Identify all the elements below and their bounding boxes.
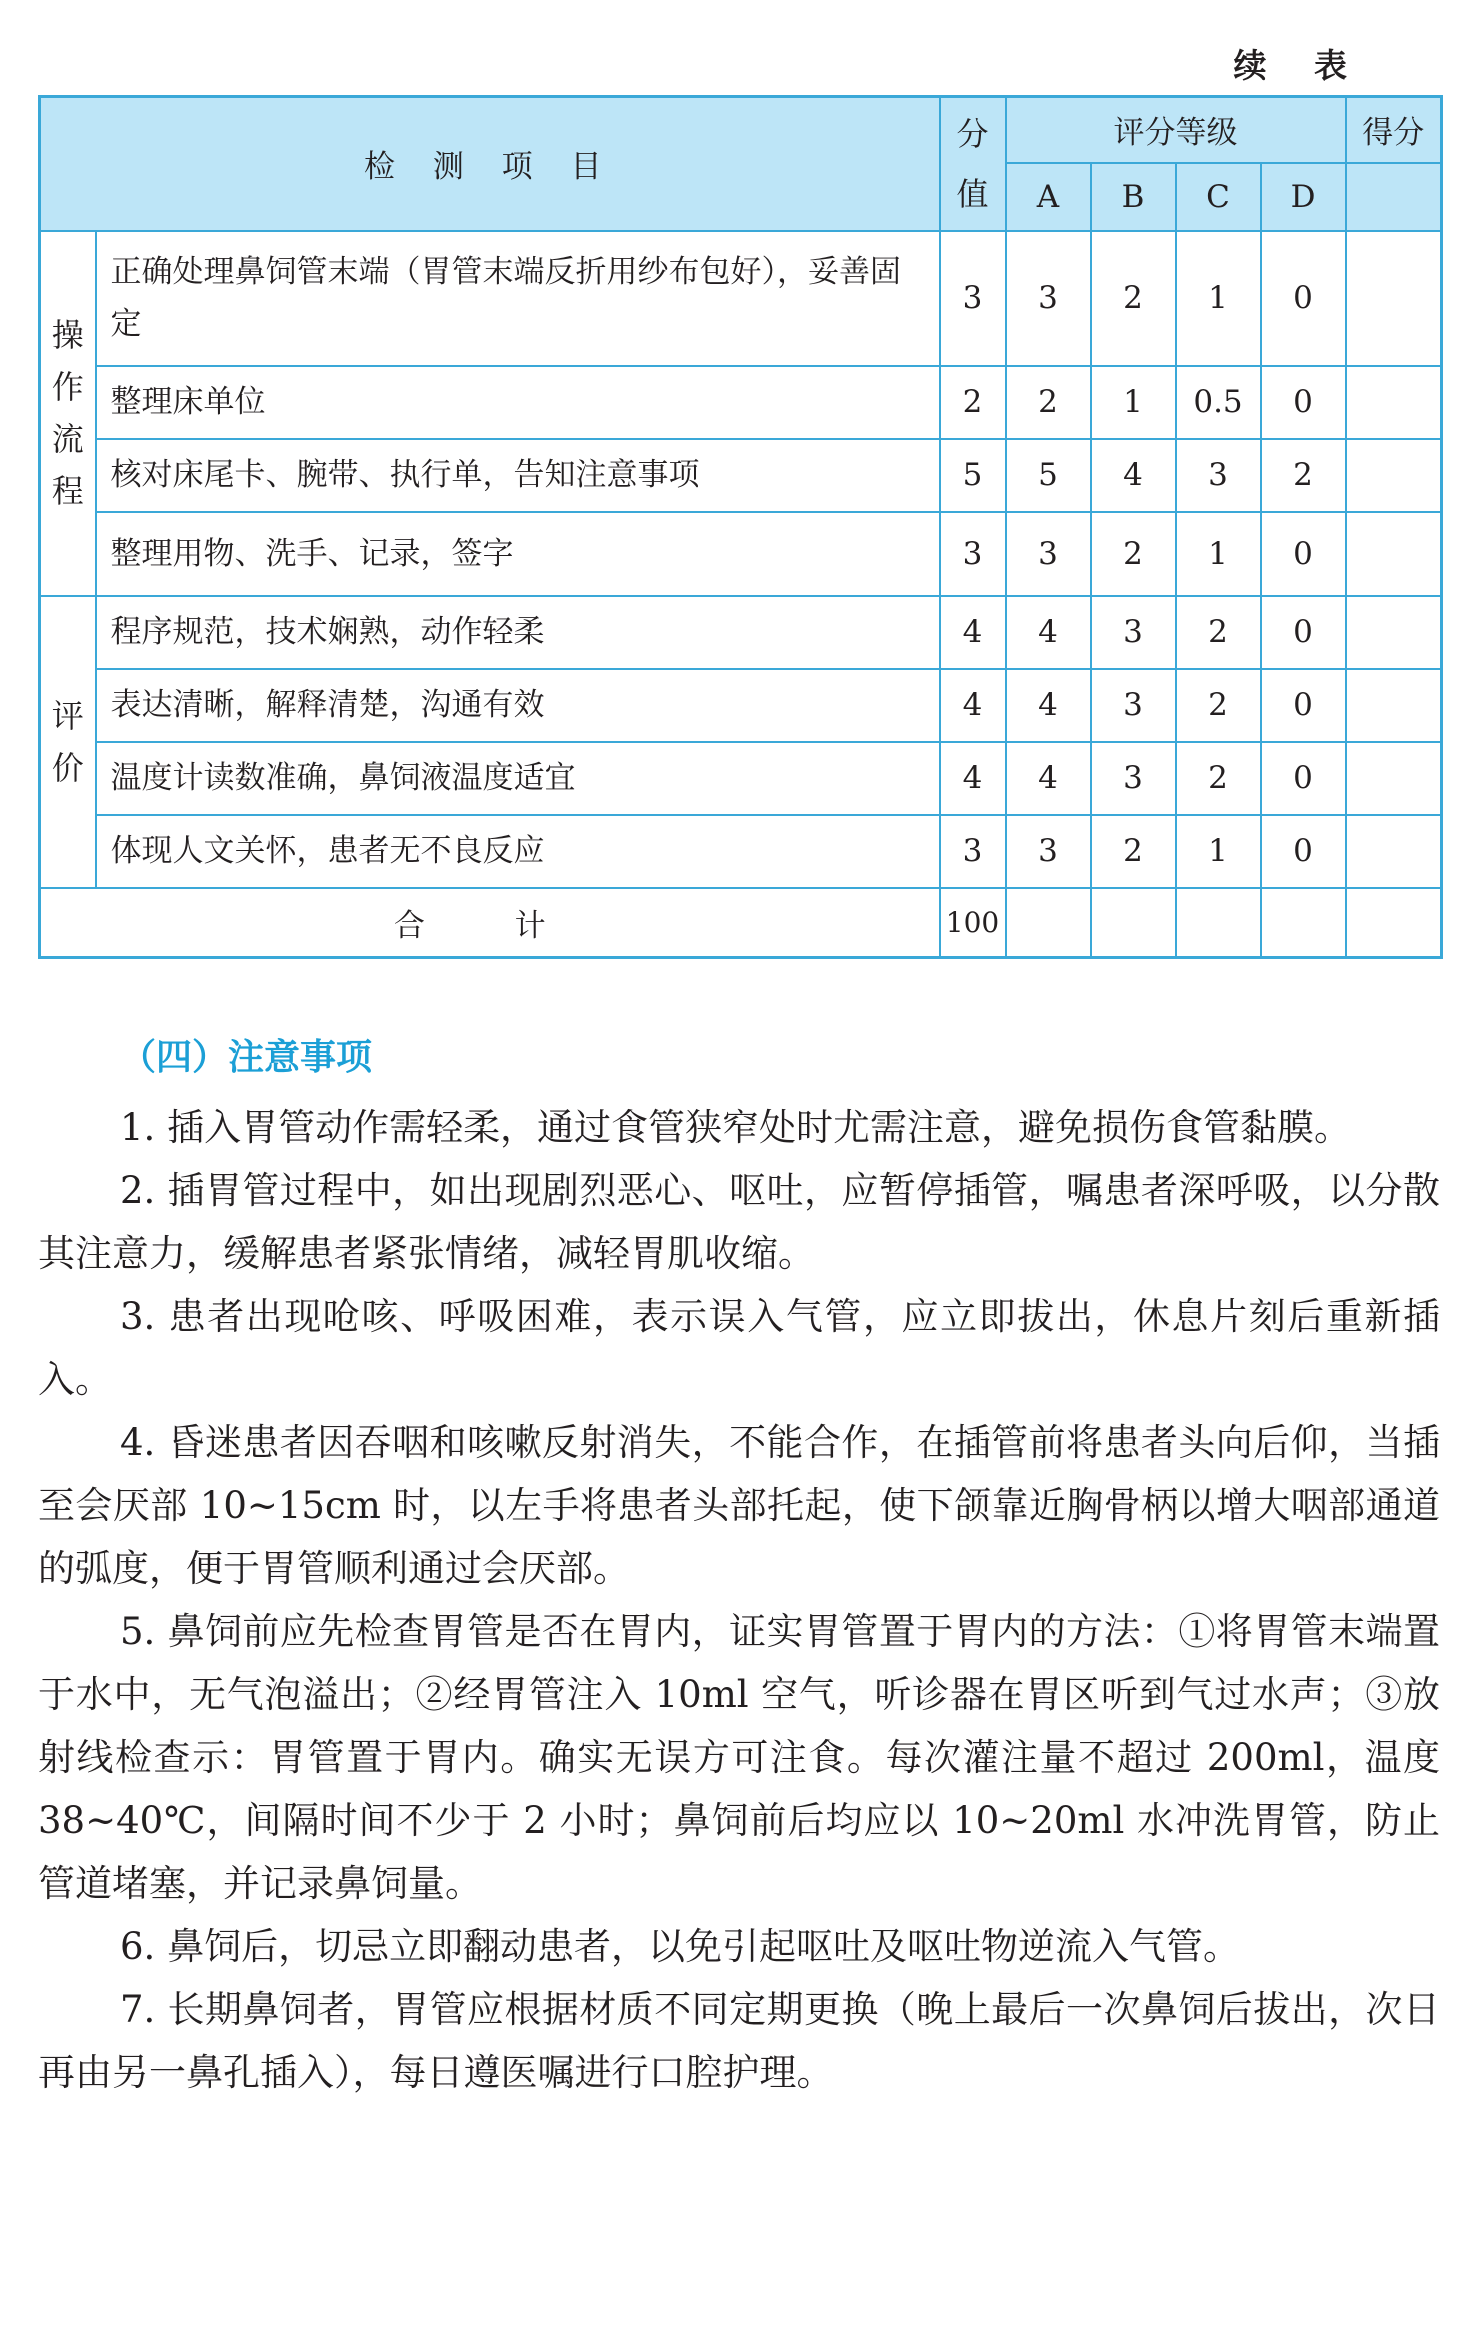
grade-c-cell: 2 <box>1176 596 1261 669</box>
total-grade-d-cell <box>1261 888 1346 958</box>
grade-c-cell: 1 <box>1176 512 1261 596</box>
grade-c-cell: 2 <box>1176 742 1261 815</box>
grade-c-cell: 1 <box>1176 231 1261 366</box>
value-cell: 3 <box>940 815 1006 888</box>
grade-c-cell: 3 <box>1176 439 1261 512</box>
item-cell: 正确处理鼻饲管末端（胃管末端反折用纱布包好），妥善固定 <box>96 231 940 366</box>
notes-section <box>38 1030 1440 2104</box>
note-item: 4. 昏迷患者因吞咽和咳嗽反射消失，不能合作，在插管前将患者头向后仰，当插至会厌部 10~15cm 时，以左手将患者头部托起，使下颌靠近胸骨柄以增大咽部通道的弧度，便于胃管顺利通过会厌部。 <box>38 1421 1440 1590</box>
table-row <box>40 366 1442 439</box>
grade-c-cell: 1 <box>1176 815 1261 888</box>
grade-b-cell: 3 <box>1091 669 1176 742</box>
total-grade-a-cell <box>1006 888 1091 958</box>
item-cell: 整理用物、洗手、记录，签字 <box>96 512 940 596</box>
grade-a-cell: 4 <box>1006 669 1091 742</box>
grade-a-cell: 4 <box>1006 742 1091 815</box>
grade-b-cell: 2 <box>1091 512 1176 596</box>
table-row <box>40 742 1442 815</box>
table-body <box>40 231 1442 958</box>
table-row <box>40 815 1442 888</box>
grade-a-cell: 4 <box>1006 596 1091 669</box>
item-cell: 表达清晰，解释清楚，沟通有效 <box>96 669 940 742</box>
note-item: 6. 鼻饲后，切忌立即翻动患者，以免引起呕吐及呕吐物逆流入气管。 <box>120 1925 1241 1968</box>
table-row <box>40 669 1442 742</box>
header-score-value: 分值 <box>940 97 1006 231</box>
header-grade-a: A <box>1006 163 1091 231</box>
grade-b-cell: 3 <box>1091 742 1176 815</box>
grade-b-cell: 3 <box>1091 596 1176 669</box>
header-grade-b: B <box>1091 163 1176 231</box>
item-cell: 整理床单位 <box>96 366 940 439</box>
category-cell: 操作流程 <box>40 231 96 596</box>
scoring-table <box>38 95 1443 959</box>
grade-d-cell: 0 <box>1261 669 1346 742</box>
table-row <box>40 512 1442 596</box>
total-earned-cell <box>1346 888 1442 958</box>
grade-b-cell: 1 <box>1091 366 1176 439</box>
earned-cell <box>1346 512 1442 596</box>
header-earned-blank <box>1346 163 1442 231</box>
grade-b-cell: 4 <box>1091 439 1176 512</box>
grade-d-cell: 0 <box>1261 742 1346 815</box>
category-cell: 评价 <box>40 596 96 888</box>
note-item: 3. 患者出现呛咳、呼吸困难，表示误入气管，应立即拔出，休息片刻后重新插入。 <box>38 1295 1440 1401</box>
grade-a-cell: 5 <box>1006 439 1091 512</box>
earned-cell <box>1346 231 1442 366</box>
value-cell: 3 <box>940 231 1006 366</box>
header-grade-c: C <box>1176 163 1261 231</box>
note-item: 7. 长期鼻饲者，胃管应根据材质不同定期更换（晚上最后一次鼻饲后拔出，次日再由另一鼻孔插入），每日遵医嘱进行口腔护理。 <box>38 1988 1440 2094</box>
header-earned: 得分 <box>1346 97 1442 163</box>
header-grade-group: 评分等级 <box>1006 97 1346 163</box>
grade-c-cell: 0.5 <box>1176 366 1261 439</box>
value-cell: 5 <box>940 439 1006 512</box>
grade-d-cell: 0 <box>1261 231 1346 366</box>
item-cell: 体现人文关怀，患者无不良反应 <box>96 815 940 888</box>
table-row <box>40 596 1442 669</box>
header-grade-d: D <box>1261 163 1346 231</box>
total-value: 100 <box>940 888 1006 958</box>
earned-cell <box>1346 439 1442 512</box>
continued-table-label: 续 表 <box>1233 46 1365 85</box>
grade-d-cell: 2 <box>1261 439 1346 512</box>
item-cell: 温度计读数准确，鼻饲液温度适宜 <box>96 742 940 815</box>
header-item: 检 测 项 目 <box>40 97 940 231</box>
value-cell: 4 <box>940 669 1006 742</box>
section-title: （四）注意事项 <box>120 1037 373 1078</box>
grade-a-cell: 3 <box>1006 815 1091 888</box>
earned-cell <box>1346 815 1442 888</box>
note-item: 1. 插入胃管动作需轻柔，通过食管狭窄处时尤需注意，避免损伤食管黏膜。 <box>120 1106 1352 1149</box>
earned-cell <box>1346 366 1442 439</box>
table-row <box>40 231 1442 366</box>
value-cell: 4 <box>940 742 1006 815</box>
value-cell: 3 <box>940 512 1006 596</box>
total-grade-c-cell <box>1176 888 1261 958</box>
grade-a-cell: 2 <box>1006 366 1091 439</box>
grade-a-cell: 3 <box>1006 231 1091 366</box>
value-cell: 2 <box>940 366 1006 439</box>
table-header <box>40 97 1442 231</box>
grade-a-cell: 3 <box>1006 512 1091 596</box>
grade-b-cell: 2 <box>1091 231 1176 366</box>
total-grade-b-cell <box>1091 888 1176 958</box>
earned-cell <box>1346 596 1442 669</box>
value-cell: 4 <box>940 596 1006 669</box>
earned-cell <box>1346 669 1442 742</box>
grade-d-cell: 0 <box>1261 815 1346 888</box>
note-item: 5. 鼻饲前应先检查胃管是否在胃内，证实胃管置于胃内的方法：①将胃管末端置于水中，无气泡溢出；②经胃管注入 10ml 空气，听诊器在胃区听到气过水声；③放射线检查示：胃管置于胃内。确实无误方可注食。每次灌注量不超过 200ml，温度 38~40℃，间隔时间不少于 2 小时；鼻饲前后均应以 10~20ml 水冲洗胃管，防止管道堵塞，并记录鼻饲量。 <box>38 1610 1440 1905</box>
table-row <box>40 439 1442 512</box>
item-cell: 程序规范，技术娴熟，动作轻柔 <box>96 596 940 669</box>
earned-cell <box>1346 742 1442 815</box>
grade-d-cell: 0 <box>1261 512 1346 596</box>
grade-b-cell: 2 <box>1091 815 1176 888</box>
note-item: 2. 插胃管过程中，如出现剧烈恶心、呕吐，应暂停插管，嘱患者深呼吸，以分散其注意力，缓解患者紧张情绪，减轻胃肌收缩。 <box>38 1169 1440 1275</box>
total-label: 合 计 <box>40 888 940 958</box>
grade-d-cell: 0 <box>1261 366 1346 439</box>
total-row <box>40 888 1442 958</box>
grade-d-cell: 0 <box>1261 596 1346 669</box>
item-cell: 核对床尾卡、腕带、执行单，告知注意事项 <box>96 439 940 512</box>
grade-c-cell: 2 <box>1176 669 1261 742</box>
